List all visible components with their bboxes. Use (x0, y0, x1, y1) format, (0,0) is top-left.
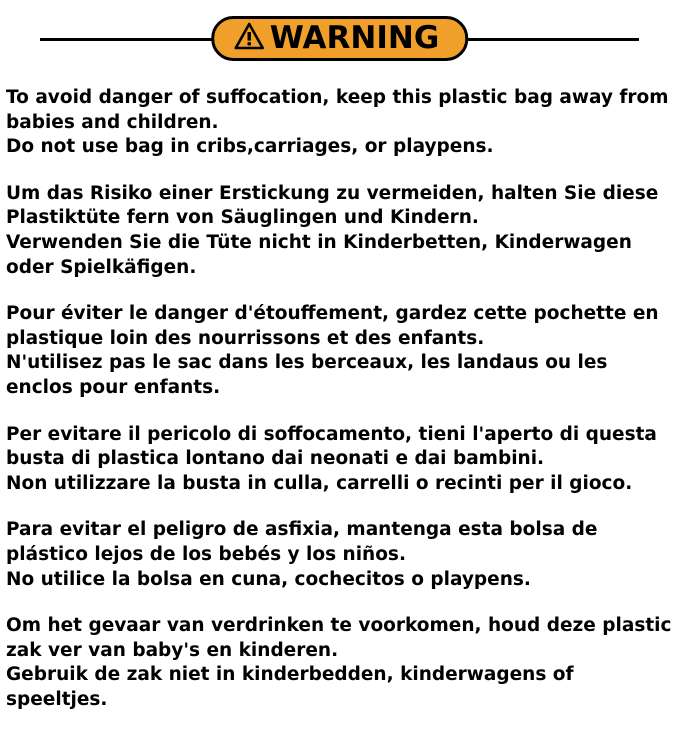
notice-line: Um das Risiko einer Erstickung zu vermeiden, halten Sie diese Plastiktüte fern von Säuglingen und Kindern. (6, 182, 659, 229)
notice-line: Pour éviter le danger d'étouffement, gardez cette pochette en plastique loin des nourrissons et des enfants. (6, 303, 659, 349)
warning-title: WARNING (269, 19, 440, 56)
notice-dutch (6, 614, 673, 712)
notice-french (6, 302, 673, 400)
notice-line: N'utilisez pas le sac dans les berceaux, les landaus ou les enclos pour enfants. (6, 352, 608, 398)
warning-triangle-icon (234, 22, 264, 54)
notice-line: Para evitar el peligro de asfixia, mantenga esta bolsa de plástico lejos de los bebés y los niños. (6, 519, 598, 565)
notice-italian (6, 423, 673, 497)
warning-badge (211, 16, 469, 61)
notice-spanish (6, 518, 673, 592)
notice-list (0, 70, 679, 712)
warning-label-page (0, 8, 679, 744)
notice-line: Verwenden Sie die Tüte nicht in Kinderbetten, Kinderwagen oder Spielkäfigen. (6, 231, 632, 278)
notice-line: Per evitare il pericolo di soffocamento, tieni l'aperto di questa busta di plastica lontano dai neonati e dai bambini. (6, 423, 657, 470)
notice-line: Om het gevaar van verdrinken te voorkomen, houd deze plastic zak ver van baby's en kinderen. (6, 615, 672, 661)
notice-line: No utilice la bolsa en cuna, cochecitos o playpens. (6, 568, 531, 590)
notice-line: Gebruik de zak niet in kinderbedden, kinderwagens of speeltjes. (6, 664, 574, 710)
notice-line: Non utilizzare la busta in culla, carrelli o recinti per il gioco. (6, 472, 633, 494)
notice-english (6, 86, 673, 160)
warning-header (0, 8, 679, 70)
notice-german (6, 182, 673, 280)
notice-line: To avoid danger of suffocation, keep this plastic bag away from babies and children. (6, 87, 669, 133)
notice-line: Do not use bag in cribs,carriages, or playpens. (6, 136, 494, 158)
